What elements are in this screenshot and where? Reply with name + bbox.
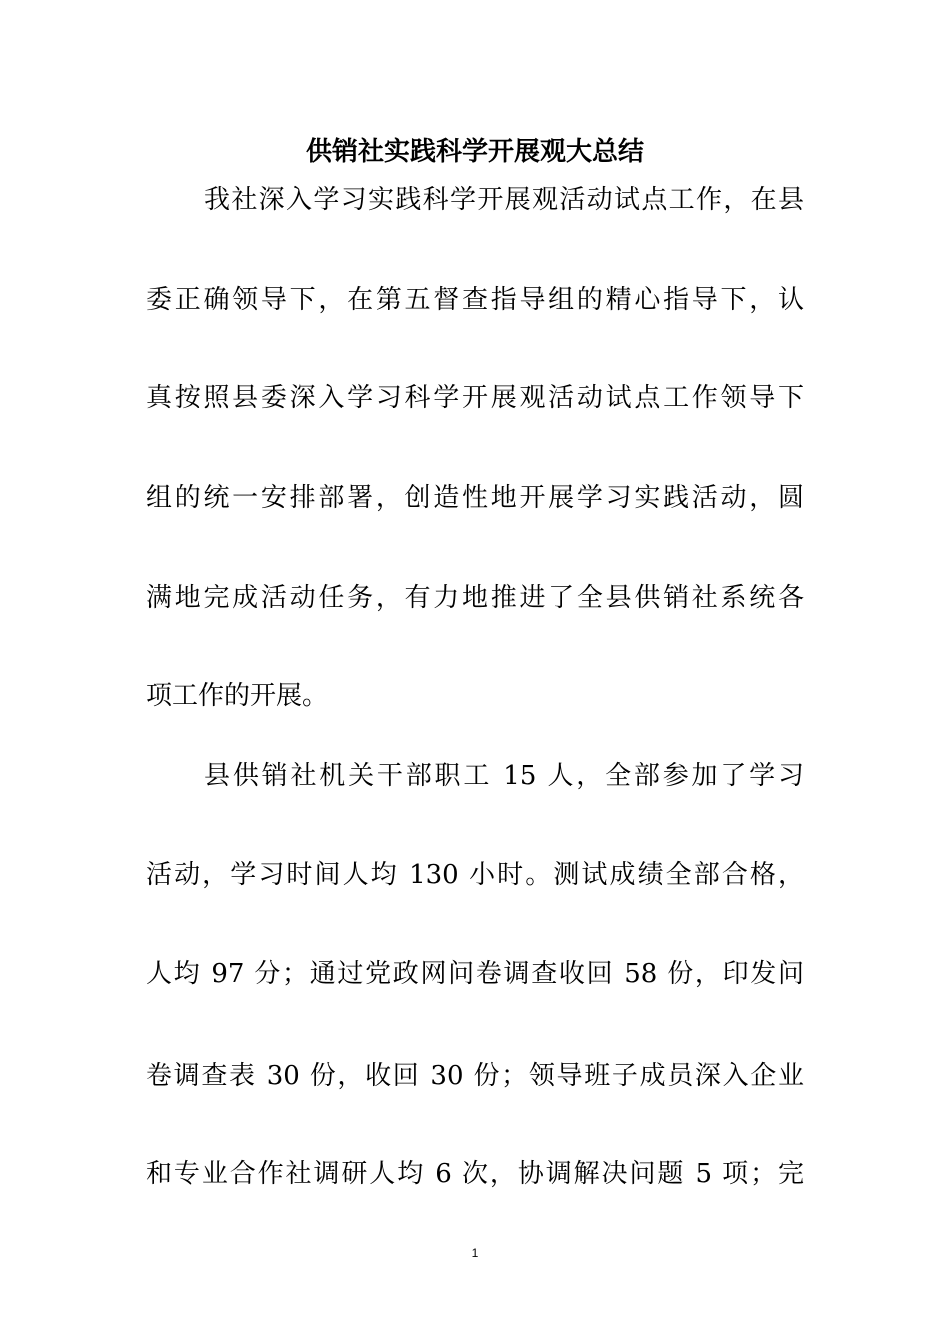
body-line: 真按照县委深入学习科学开展观活动试点工作领导下: [146, 383, 804, 413]
body-line: 委正确领导下，在第五督查指导组的精心指导下，认: [146, 285, 804, 315]
document-title: 供销社实践科学开展观大总结: [305, 137, 644, 167]
body-line: 县供销社机关干部职工 15 人，全部参加了学习: [204, 761, 804, 791]
body-line: 满地完成活动任务，有力地推进了全县供销社系统各: [146, 583, 804, 613]
body-line: 我社深入学习实践科学开展观活动试点工作，在县: [204, 185, 804, 215]
body-line: 项工作的开展。: [146, 681, 329, 711]
body-line: 卷调查表 30 份，收回 30 份；领导班子成员深入企业: [146, 1061, 804, 1091]
body-line: 人均 97 分；通过党政网问卷调查收回 58 份，印发问: [146, 959, 804, 989]
body-line: 和专业合作社调研人均 6 次，协调解决问题 5 项；完: [146, 1159, 804, 1189]
page-number: 1: [471, 1246, 479, 1260]
body-line: 活动，学习时间人均 130 小时。测试成绩全部合格，: [146, 860, 804, 890]
body-line: 组的统一安排部署，创造性地开展学习实践活动，圆: [146, 483, 804, 513]
